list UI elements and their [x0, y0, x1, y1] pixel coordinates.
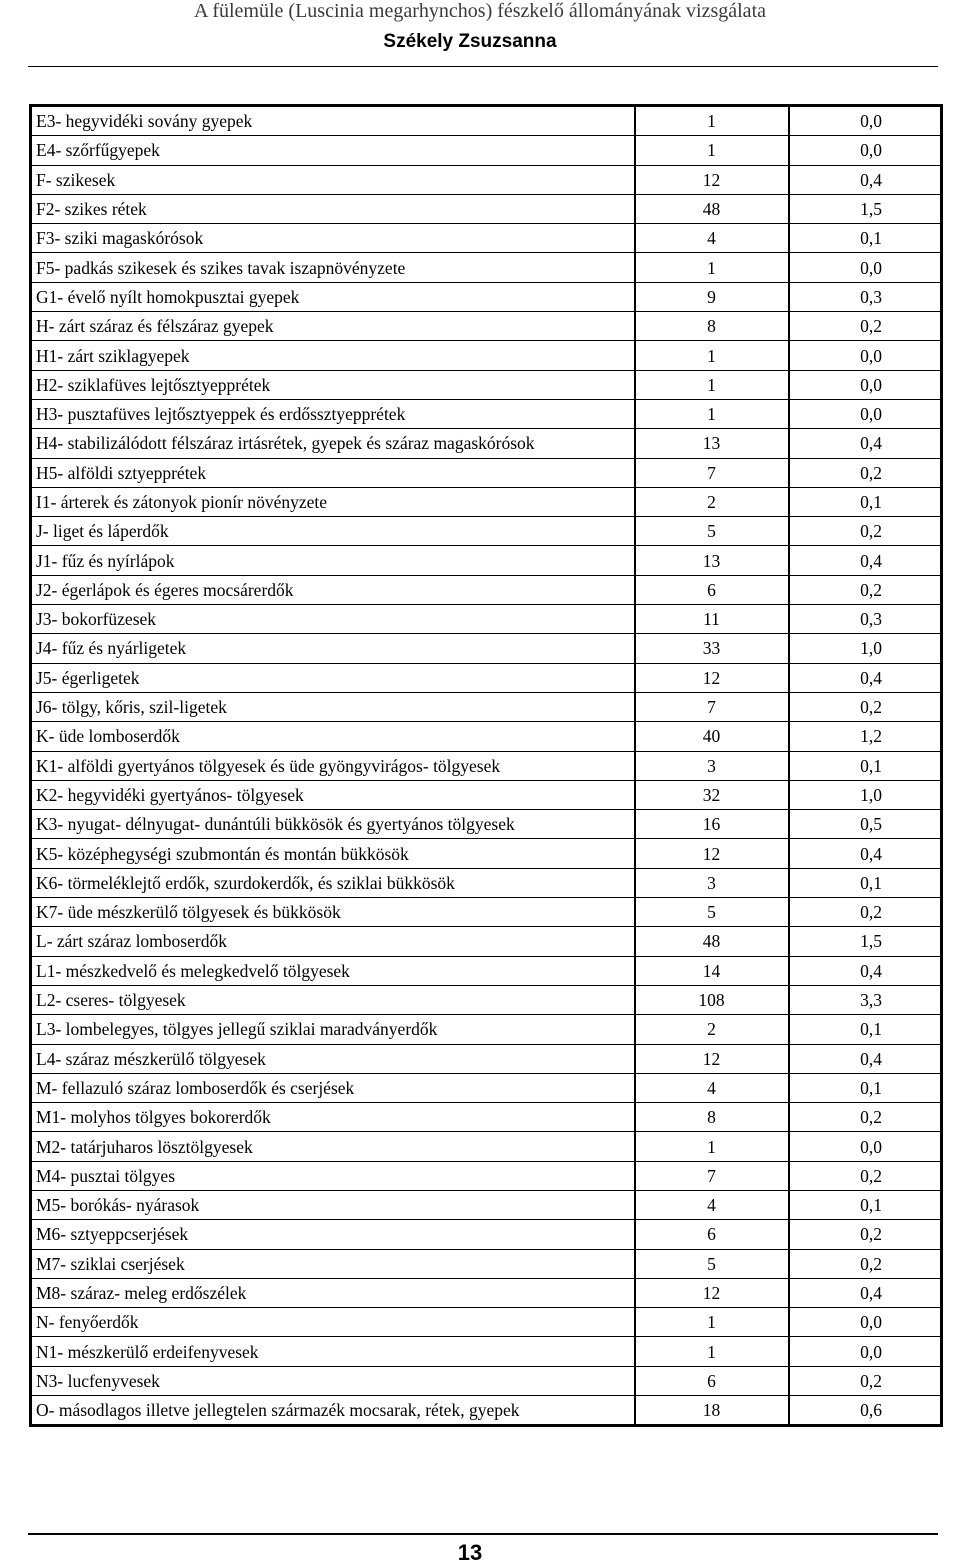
- author-name: Székely Zsuzsanna: [383, 31, 557, 52]
- habitat-name-cell: N- fenyőerdők: [31, 1308, 635, 1337]
- count-cell: 1: [635, 106, 789, 136]
- table-row: [31, 1249, 942, 1278]
- count-cell: 1: [635, 370, 789, 399]
- table-row: [31, 1073, 942, 1102]
- count-cell: 14: [635, 956, 789, 985]
- percent-cell: 0,0: [789, 253, 942, 282]
- habitat-name-cell: L3- lombelegyes, tölgyes jellegű sziklai maradványerdők: [31, 1015, 635, 1044]
- table-row: [31, 1015, 942, 1044]
- table-row: [31, 722, 942, 751]
- percent-cell: 0,4: [789, 1044, 942, 1073]
- percent-cell: 0,6: [789, 1396, 942, 1426]
- table-row: [31, 165, 942, 194]
- count-cell: 2: [635, 1015, 789, 1044]
- habitat-name-cell: M6- sztyeppcserjések: [31, 1220, 635, 1249]
- count-cell: 12: [635, 1278, 789, 1307]
- count-cell: 7: [635, 458, 789, 487]
- percent-cell: 0,2: [789, 575, 942, 604]
- habitat-name-cell: H- zárt száraz és félszáraz gyepek: [31, 312, 635, 341]
- count-cell: 7: [635, 1161, 789, 1190]
- habitat-name-cell: M1- molyhos tölgyes bokorerdők: [31, 1103, 635, 1132]
- count-cell: 1: [635, 136, 789, 165]
- count-cell: 8: [635, 1103, 789, 1132]
- habitat-name-cell: J4- fűz és nyárligetek: [31, 634, 635, 663]
- habitat-name-cell: M2- tatárjuharos lösztölgyesek: [31, 1132, 635, 1161]
- habitat-name-cell: N3- lucfenyvesek: [31, 1366, 635, 1395]
- habitat-name-cell: L- zárt száraz lomboserdők: [31, 927, 635, 956]
- table-row: [31, 1132, 942, 1161]
- table-row: [31, 399, 942, 428]
- percent-cell: 0,0: [789, 1132, 942, 1161]
- percent-cell: 0,2: [789, 517, 942, 546]
- habitat-name-cell: H5- alföldi sztyepprétek: [31, 458, 635, 487]
- habitat-table-body: [31, 106, 942, 1426]
- count-cell: 48: [635, 927, 789, 956]
- table-row: [31, 810, 942, 839]
- count-cell: 3: [635, 751, 789, 780]
- header-divider: [28, 66, 938, 67]
- percent-cell: 0,4: [789, 546, 942, 575]
- count-cell: 13: [635, 429, 789, 458]
- percent-cell: 0,2: [789, 458, 942, 487]
- count-cell: 11: [635, 605, 789, 634]
- table-row: [31, 458, 942, 487]
- count-cell: 1: [635, 253, 789, 282]
- habitat-name-cell: K1- alföldi gyertyános tölgyesek és üde gyöngyvirágos- tölgyesek: [31, 751, 635, 780]
- habitat-name-cell: M7- sziklai cserjések: [31, 1249, 635, 1278]
- percent-cell: 0,5: [789, 810, 942, 839]
- percent-cell: 0,0: [789, 1308, 942, 1337]
- habitat-name-cell: F- szikesek: [31, 165, 635, 194]
- percent-cell: 0,3: [789, 605, 942, 634]
- percent-cell: 0,1: [789, 224, 942, 253]
- habitat-name-cell: M4- pusztai tölgyes: [31, 1161, 635, 1190]
- habitat-name-cell: K3- nyugat- délnyugat- dunántúli bükkösök és gyertyános tölgyesek: [31, 810, 635, 839]
- table-row: [31, 605, 942, 634]
- habitat-name-cell: I1- árterek és zátonyok pionír növényzete: [31, 487, 635, 516]
- table-row: [31, 634, 942, 663]
- percent-cell: 0,4: [789, 839, 942, 868]
- table-row: [31, 1278, 942, 1307]
- habitat-name-cell: J- liget és láperdők: [31, 517, 635, 546]
- count-cell: 5: [635, 898, 789, 927]
- habitat-name-cell: K7- üde mészkerülő tölgyesek és bükkösök: [31, 898, 635, 927]
- table-row: [31, 487, 942, 516]
- table-row: [31, 839, 942, 868]
- percent-cell: 1,0: [789, 634, 942, 663]
- footer-divider: [28, 1533, 938, 1535]
- table-row: [31, 692, 942, 721]
- table-row: [31, 1161, 942, 1190]
- table-row: [31, 106, 942, 136]
- count-cell: 5: [635, 1249, 789, 1278]
- page-number: 13: [457, 1540, 483, 1565]
- habitat-name-cell: E4- szőrfűgyepek: [31, 136, 635, 165]
- count-cell: 9: [635, 282, 789, 311]
- table-row: [31, 927, 942, 956]
- count-cell: 6: [635, 1366, 789, 1395]
- percent-cell: 0,0: [789, 370, 942, 399]
- table-row: [31, 282, 942, 311]
- habitat-name-cell: K2- hegyvidéki gyertyános- tölgyesek: [31, 780, 635, 809]
- table-row: [31, 546, 942, 575]
- percent-cell: 0,2: [789, 1366, 942, 1395]
- count-cell: 1: [635, 1308, 789, 1337]
- habitat-name-cell: O- másodlagos illetve jellegtelen származék mocsarak, rétek, gyepek: [31, 1396, 635, 1426]
- habitat-name-cell: M- fellazuló száraz lomboserdők és cserjések: [31, 1073, 635, 1102]
- count-cell: 12: [635, 839, 789, 868]
- table-row: [31, 751, 942, 780]
- percent-cell: 3,3: [789, 985, 942, 1014]
- count-cell: 48: [635, 194, 789, 223]
- percent-cell: 1,5: [789, 194, 942, 223]
- percent-cell: 0,4: [789, 956, 942, 985]
- percent-cell: 0,1: [789, 868, 942, 897]
- percent-cell: 0,0: [789, 341, 942, 370]
- habitat-name-cell: J6- tölgy, kőris, szil-ligetek: [31, 692, 635, 721]
- count-cell: 2: [635, 487, 789, 516]
- habitat-name-cell: J1- fűz és nyírlápok: [31, 546, 635, 575]
- percent-cell: 0,2: [789, 1103, 942, 1132]
- table-row: [31, 341, 942, 370]
- table-row: [31, 429, 942, 458]
- percent-cell: 0,0: [789, 399, 942, 428]
- table-row: [31, 517, 942, 546]
- percent-cell: 1,0: [789, 780, 942, 809]
- count-cell: 13: [635, 546, 789, 575]
- table-row: [31, 575, 942, 604]
- count-cell: 4: [635, 224, 789, 253]
- count-cell: 16: [635, 810, 789, 839]
- count-cell: 32: [635, 780, 789, 809]
- percent-cell: 0,1: [789, 1073, 942, 1102]
- table-row: [31, 224, 942, 253]
- percent-cell: 0,4: [789, 663, 942, 692]
- table-row: [31, 1044, 942, 1073]
- habitat-name-cell: M8- száraz- meleg erdőszélek: [31, 1278, 635, 1307]
- count-cell: 6: [635, 1220, 789, 1249]
- table-row: [31, 1337, 942, 1366]
- table-row: [31, 1308, 942, 1337]
- habitat-name-cell: N1- mészkerülő erdeifenyvesek: [31, 1337, 635, 1366]
- table-row: [31, 1366, 942, 1395]
- percent-cell: 0,0: [789, 136, 942, 165]
- habitat-name-cell: M5- borókás- nyárasok: [31, 1190, 635, 1219]
- table-row: [31, 780, 942, 809]
- count-cell: 6: [635, 575, 789, 604]
- percent-cell: 0,0: [789, 1337, 942, 1366]
- table-row: [31, 312, 942, 341]
- table-row: [31, 1220, 942, 1249]
- count-cell: 33: [635, 634, 789, 663]
- percent-cell: 0,2: [789, 692, 942, 721]
- count-cell: 108: [635, 985, 789, 1014]
- percent-cell: 0,1: [789, 487, 942, 516]
- habitat-table: [29, 104, 943, 1427]
- habitat-name-cell: H1- zárt sziklagyepek: [31, 341, 635, 370]
- percent-cell: 0,1: [789, 751, 942, 780]
- percent-cell: 0,2: [789, 312, 942, 341]
- percent-cell: 0,1: [789, 1015, 942, 1044]
- habitat-name-cell: J5- égerligetek: [31, 663, 635, 692]
- count-cell: 18: [635, 1396, 789, 1426]
- habitat-name-cell: F3- sziki magaskórósok: [31, 224, 635, 253]
- habitat-name-cell: F5- padkás szikesek és szikes tavak iszapnövényzete: [31, 253, 635, 282]
- table-row: [31, 194, 942, 223]
- table-row: [31, 136, 942, 165]
- table-row: [31, 956, 942, 985]
- table-row: [31, 868, 942, 897]
- count-cell: 5: [635, 517, 789, 546]
- document-title: A fülemüle (Luscinia megarhynchos) fészkelő állományának vizsgálata: [193, 0, 766, 22]
- percent-cell: 0,2: [789, 1249, 942, 1278]
- count-cell: 12: [635, 1044, 789, 1073]
- habitat-name-cell: G1- évelő nyílt homokpusztai gyepek: [31, 282, 635, 311]
- habitat-name-cell: E3- hegyvidéki sovány gyepek: [31, 106, 635, 136]
- percent-cell: 0,2: [789, 1220, 942, 1249]
- habitat-name-cell: K6- törmeléklejtő erdők, szurdokerdők, és sziklai bükkösök: [31, 868, 635, 897]
- count-cell: 3: [635, 868, 789, 897]
- percent-cell: 0,2: [789, 898, 942, 927]
- table-row: [31, 898, 942, 927]
- count-cell: 7: [635, 692, 789, 721]
- percent-cell: 0,0: [789, 106, 942, 136]
- habitat-name-cell: F2- szikes rétek: [31, 194, 635, 223]
- percent-cell: 0,4: [789, 165, 942, 194]
- count-cell: 4: [635, 1190, 789, 1219]
- habitat-name-cell: K- üde lomboserdők: [31, 722, 635, 751]
- count-cell: 8: [635, 312, 789, 341]
- table-row: [31, 253, 942, 282]
- percent-cell: 0,4: [789, 1278, 942, 1307]
- count-cell: 1: [635, 399, 789, 428]
- count-cell: 1: [635, 1337, 789, 1366]
- percent-cell: 1,2: [789, 722, 942, 751]
- table-row: [31, 1103, 942, 1132]
- count-cell: 40: [635, 722, 789, 751]
- habitat-name-cell: L2- cseres- tölgyesek: [31, 985, 635, 1014]
- table-row: [31, 663, 942, 692]
- percent-cell: 1,5: [789, 927, 942, 956]
- percent-cell: 0,3: [789, 282, 942, 311]
- table-row: [31, 370, 942, 399]
- habitat-name-cell: J2- égerlápok és égeres mocsárerdők: [31, 575, 635, 604]
- count-cell: 12: [635, 663, 789, 692]
- habitat-name-cell: L4- száraz mészkerülő tölgyesek: [31, 1044, 635, 1073]
- percent-cell: 0,1: [789, 1190, 942, 1219]
- habitat-name-cell: H2- sziklafüves lejtősztyepprétek: [31, 370, 635, 399]
- count-cell: 4: [635, 1073, 789, 1102]
- habitat-name-cell: H4- stabilizálódott félszáraz irtásrétek, gyepek és száraz magaskórósok: [31, 429, 635, 458]
- count-cell: 12: [635, 165, 789, 194]
- percent-cell: 0,4: [789, 429, 942, 458]
- habitat-name-cell: H3- pusztafüves lejtősztyeppek és erdőssztyepprétek: [31, 399, 635, 428]
- table-row: [31, 1190, 942, 1219]
- table-row: [31, 1396, 942, 1426]
- percent-cell: 0,2: [789, 1161, 942, 1190]
- habitat-name-cell: J3- bokorfüzesek: [31, 605, 635, 634]
- habitat-name-cell: K5- középhegységi szubmontán és montán bükkösök: [31, 839, 635, 868]
- table-row: [31, 985, 942, 1014]
- habitat-name-cell: L1- mészkedvelő és melegkedvelő tölgyesek: [31, 956, 635, 985]
- count-cell: 1: [635, 341, 789, 370]
- count-cell: 1: [635, 1132, 789, 1161]
